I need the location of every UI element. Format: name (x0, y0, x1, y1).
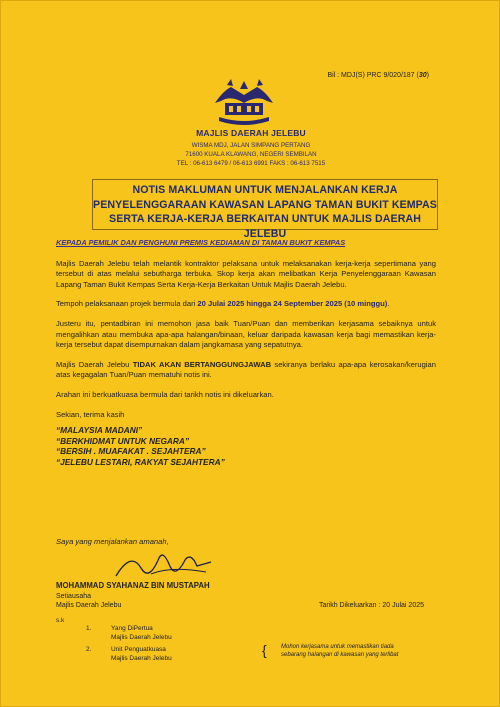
closing-text: Sekian, terima kasih (56, 409, 125, 419)
organization-name: MAJLIS DAERAH JELEBU (196, 128, 306, 138)
reference-handwritten-number: 30 (418, 72, 427, 79)
signatory-title: Setiausaha Majlis Daerah Jelebu (56, 593, 122, 609)
issue-date: Tarikh Dikeluarkan : 20 Julai 2025 (318, 602, 424, 609)
slogans (56, 425, 436, 467)
organization-block (1, 128, 500, 168)
reference-number: Bil : MDJ(S) PRC 9/020/187 (30) (327, 72, 429, 79)
cc-label: s.k (56, 617, 65, 624)
handwritten-signature-icon (111, 546, 221, 586)
signatory-name: MOHAMMAD SYAHANAZ BIN MUSTAPAH (56, 581, 210, 590)
paragraph-cooperation: Justeru itu, pentadbiran ini memohon jasa baik Tuan/Puan dan memberikan kerjasama sebaiknya untuk mengalihkan atau membuka apa-apa halangan/binaan, keluar daripada kawasan kerja bagi memastikan kerja-kerja tersebut dapat disempurnakan dalam jangkamasa yang sepatutnya. (56, 318, 436, 350)
slogan-line: “JELEBU LESTARI, RAKYAT SEJAHTERA” (56, 456, 225, 467)
title-line: PENYELENGGARAAN KAWASAN LAPANG TAMAN BUKIT KEMPAS (93, 198, 437, 211)
slogan-line: “MALAYSIA MADANI” (56, 425, 143, 436)
paragraph-effective: Arahan ini berkuatkuasa bermula dari tarikh notis ini dikeluarkan. (56, 389, 274, 399)
paragraph-liability: Majlis Daerah Jelebu TIDAK AKAN BERTANGGUNGJAWAB sekiranya berlaku apa-apa kerosakan/kerugian atas kegagalan Tuan/Puan mematuhi notis ini. (56, 359, 436, 380)
notice-body (56, 238, 436, 467)
paragraph-appointment: Majlis Daerah Jelebu telah melantik kontraktor pelaksana untuk melaksanakan kerja-kerja sepertimana yang tersebut di atas melalui sebutharga terbuka. Skop kerja akan melibatkan Kerja Penyelenggaraan Kawasan Lapang Taman Bukit Kempas Serta Kerja-Kerja Berkaitan Untuk Majlis Daerah Jelebu. (56, 258, 436, 289)
cooperation-note: Mohon kerjasama untuk memastikan tiada sebarang halangan di kawasan yang terlibat (281, 644, 399, 658)
council-logo-icon (209, 77, 279, 127)
slogan-line: “BERSIH . MUAFAKAT . SEJAHTERA” (56, 446, 206, 457)
brace-icon: { (262, 642, 267, 658)
signoff-text: Saya yang menjalankan amanah, (56, 537, 169, 546)
paragraph-duration: Tempoh pelaksanaan projek bermula dari 20 Julai 2025 hingga 24 September 2025 (10 minggu). (56, 299, 390, 309)
cc-item-number: 2. (86, 646, 92, 653)
cc-item-number: 1. (86, 625, 92, 632)
cc-item: Unit Penguatkuasa Majlis Daerah Jelebu (111, 646, 172, 662)
notice-title-box (92, 179, 438, 240)
slogan-line: “BERKHIDMAT UNTUK NEGARA” (56, 435, 190, 446)
salutation-heading: KEPADA PEMILIK DAN PENGHUNI PREMIS KEDIAMAN DI TAMAN BUKIT KEMPAS (56, 238, 346, 247)
title-line: SERTA KERJA-KERJA BERKAITAN UNTUK MAJLIS DAERAH JELEBU (109, 213, 421, 240)
organization-address: WISMA MDJ, JALAN SIMPANG PERTANG 71600 KUALA KLAWANG, NEGERI SEMBILAN TEL : 06-613 6479 / 06-613 6991 FAKS : 06-613 7515 (176, 142, 326, 167)
title-line: NOTIS MAKLUMAN UNTUK MENJALANKAN KERJA (132, 184, 398, 196)
cc-item: Yang DiPertua Majlis Daerah Jelebu (111, 625, 172, 641)
